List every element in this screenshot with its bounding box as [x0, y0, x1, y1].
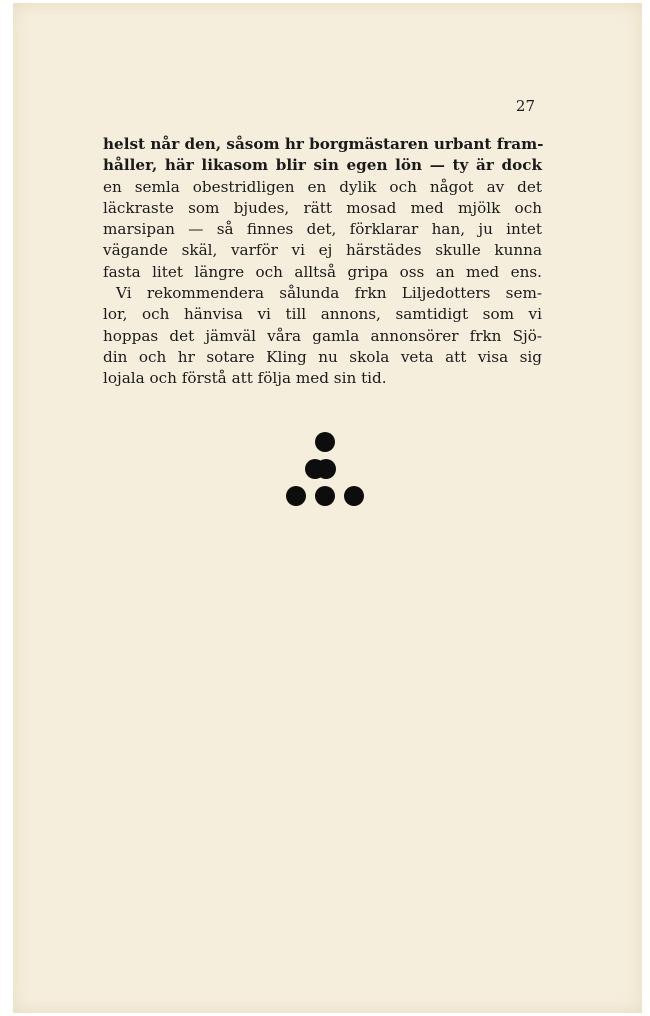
text-line: hoppas det jämväl våra gamla annonsörer frkn Sjö-	[103, 326, 542, 345]
dot-triangle-ornament	[285, 432, 365, 508]
body-paragraph	[103, 134, 542, 390]
text-line: läckraste som bjudes, rätt mosad med mjölk och	[103, 198, 542, 217]
text-line: lojala och förstå att följa med sin tid.	[103, 369, 387, 388]
text-line: fasta litet längre och alltså gripa oss an med ens.	[103, 262, 542, 281]
text-line: en semla obestridligen en dylik och något av det	[103, 177, 542, 196]
ornament-dot	[286, 486, 306, 506]
text-line: Vi rekommendera sålunda frkn Liljedotters sem-	[116, 284, 542, 303]
ornament-dot	[316, 459, 336, 479]
text-line: lor, och hänvisa vi till annons, samtidigt som vi	[103, 305, 542, 324]
page-number: 27	[515, 97, 535, 115]
ornament-dot	[344, 486, 364, 506]
text-line: vägande skäl, varför vi ej härstädes skulle kunna	[103, 241, 542, 260]
book-page	[13, 3, 642, 1013]
ornament-dot	[315, 486, 335, 506]
text-line: din och hr sotare Kling nu skola veta att visa sig	[103, 347, 542, 366]
text-line: helst når den, såsom hr borgmästaren urbant fram-	[103, 135, 544, 153]
text-line: marsipan — så finnes det, förklarar han, ju intet	[103, 220, 542, 239]
ornament-dot	[315, 432, 335, 452]
text-line: håller, här likasom blir sin egen lön — ty är dock	[103, 156, 542, 175]
